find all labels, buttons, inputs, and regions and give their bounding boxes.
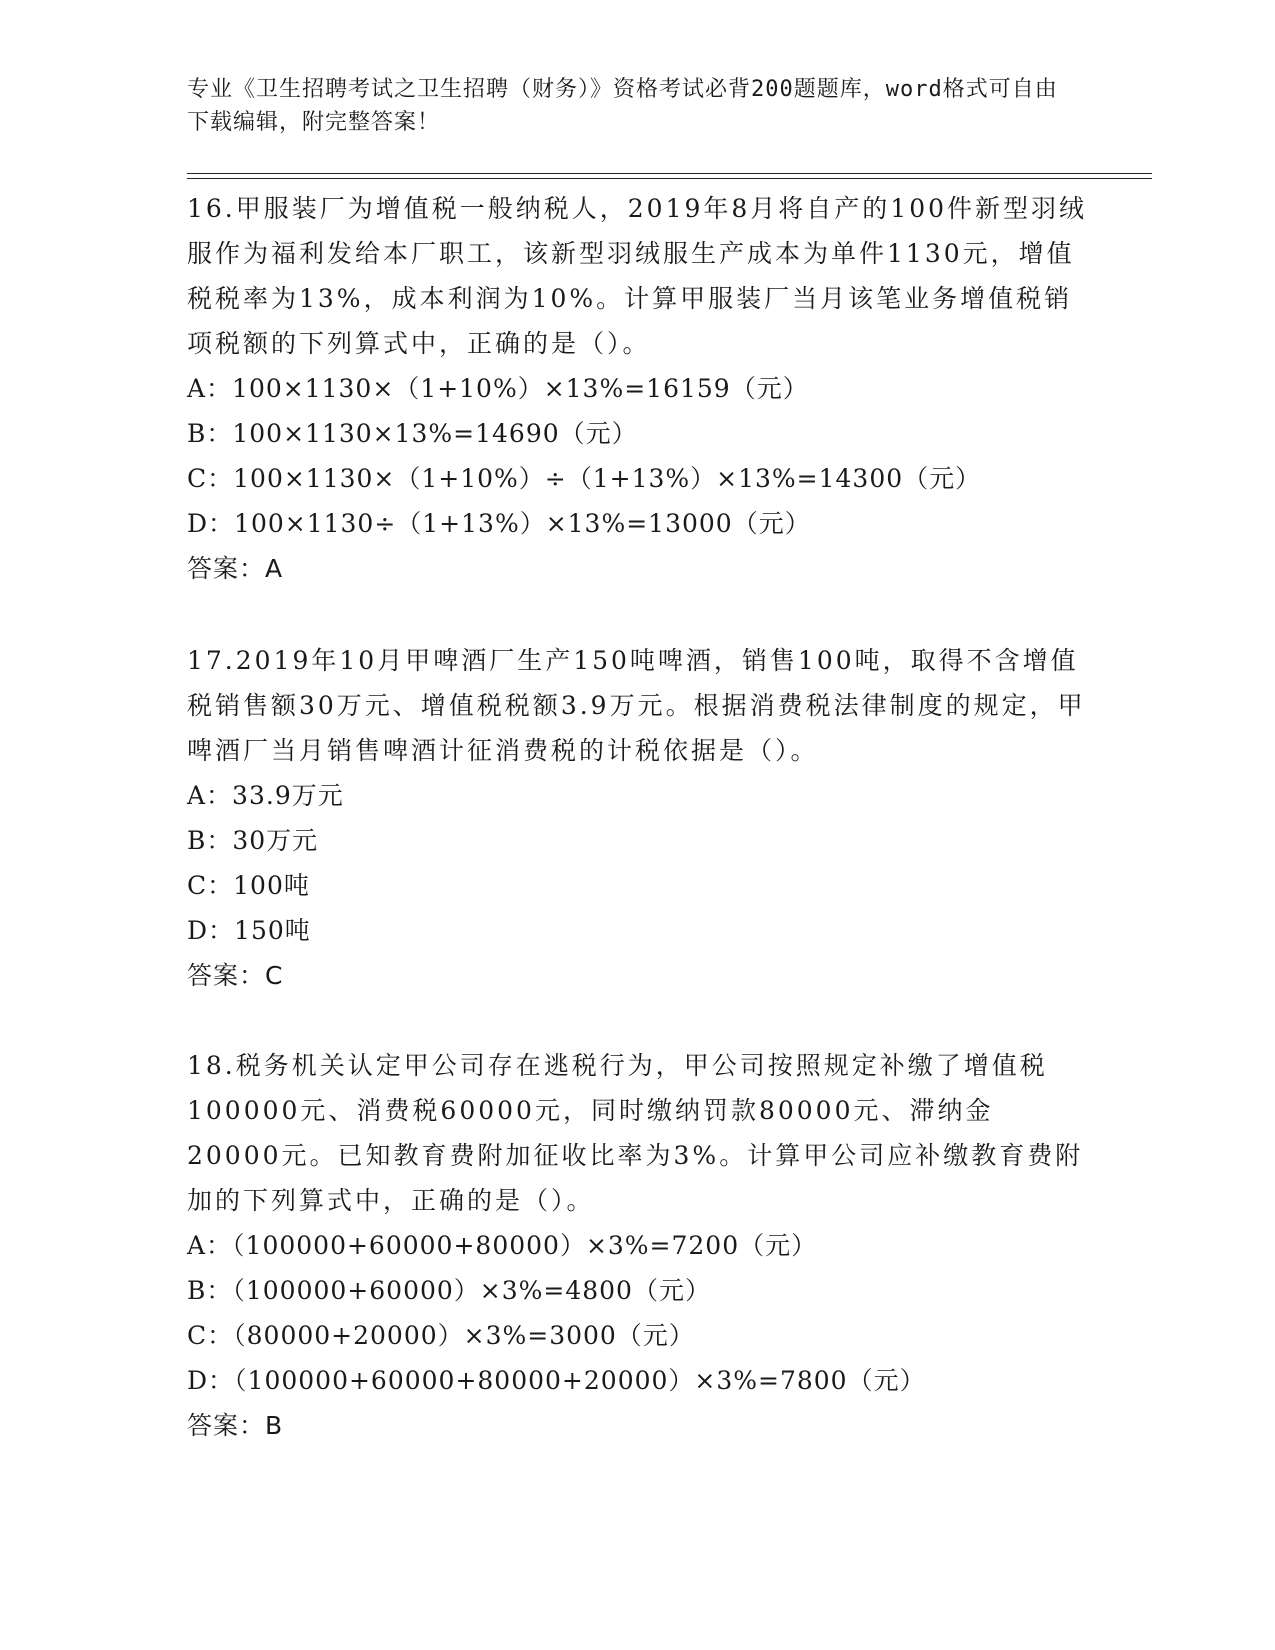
question-stem: 18.税务机关认定甲公司存在逃税行为，甲公司按照规定补缴了增值税100000元、消费税60000元，同时缴纳罚款80000元、滞纳金20000元。已知教育费附加征收比率为3%。计算甲公司应补缴教育费附加的下列算式中，正确的是（）。: [187, 1051, 1084, 1215]
answer-line: 答案：B: [187, 1411, 284, 1440]
option-c: C：100吨: [187, 871, 310, 900]
question-18: [187, 1043, 1087, 1448]
header-rule-bottom: [187, 178, 1152, 179]
option-d: D：（100000+60000+80000+20000）×3%=7800（元）: [187, 1366, 926, 1395]
option-c: C：100×1130×（1+10%）÷（1+13%）×13%=14300（元）: [187, 464, 982, 493]
option-a: A：33.9万元: [187, 781, 344, 810]
question-17: [187, 638, 1087, 998]
header-rule-top: [187, 173, 1152, 174]
option-a: A：100×1130×（1+10%）×13%=16159（元）: [187, 374, 809, 403]
question-16: [187, 186, 1087, 591]
option-b: B：100×1130×13%=14690（元）: [187, 419, 638, 448]
question-stem: 17.2019年10月甲啤酒厂生产150吨啤酒，销售100吨，取得不含增值税销售额30万元、增值税税额3.9万元。根据消费税法律制度的规定，甲啤酒厂当月销售啤酒计征消费税的计税依据是（）。: [187, 646, 1086, 765]
option-a: A：（100000+60000+80000）×3%=7200（元）: [187, 1231, 818, 1260]
answer-line: 答案：A: [187, 554, 284, 583]
option-b: B：30万元: [187, 826, 319, 855]
question-stem: 16.甲服装厂为增值税一般纳税人，2019年8月将自产的100件新型羽绒服作为福利发给本厂职工，该新型羽绒服生产成本为单件1130元，增值税税率为13%，成本利润为10%。计算甲服装厂当月该笔业务增值税销项税额的下列算式中，正确的是（）。: [187, 194, 1088, 358]
document-header: 专业《卫生招聘考试之卫生招聘（财务）》资格考试必背200题题库，word格式可自由下载编辑，附完整答案！: [187, 77, 1058, 135]
option-c: C：（80000+20000）×3%=3000（元）: [187, 1321, 695, 1350]
option-d: D：100×1130÷（1+13%）×13%=13000（元）: [187, 509, 811, 538]
answer-line: 答案：C: [187, 961, 284, 990]
option-b: B：（100000+60000）×3%=4800（元）: [187, 1276, 711, 1305]
option-d: D：150吨: [187, 916, 311, 945]
